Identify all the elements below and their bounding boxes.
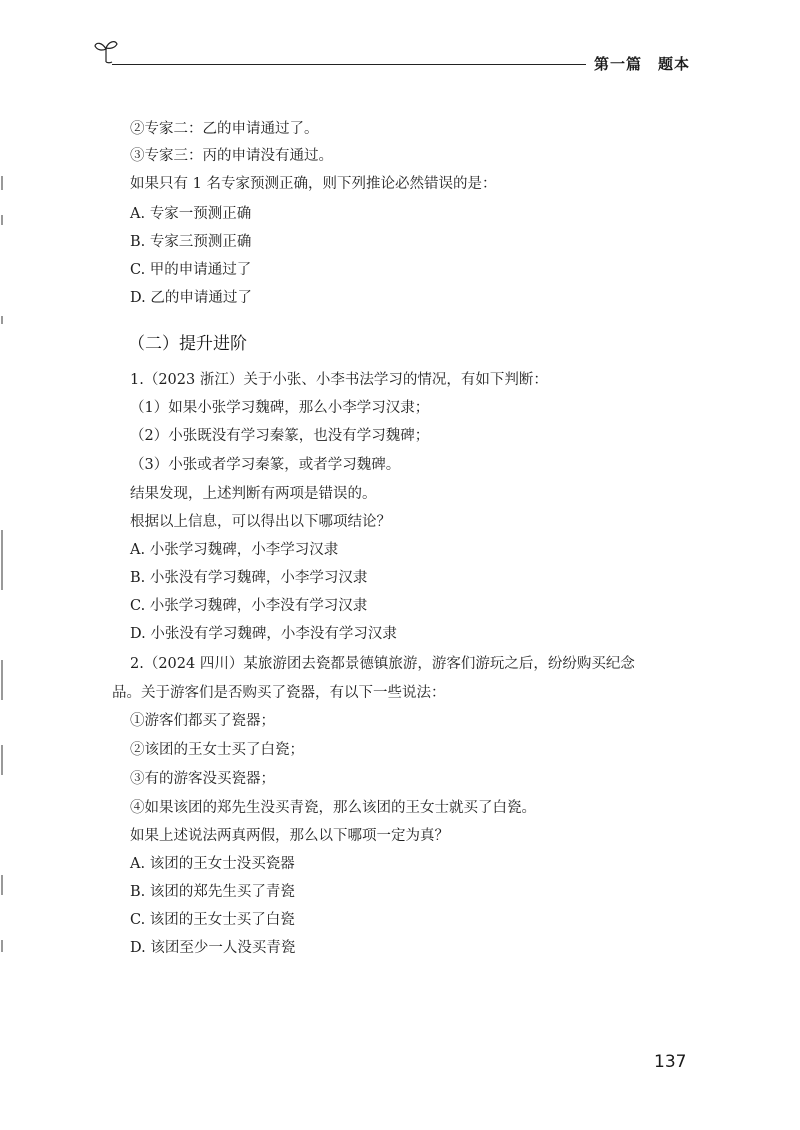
statement-line: ①游客们都买了瓷器； [130, 713, 275, 729]
option-c: C. 甲的申请通过了 [130, 262, 252, 278]
premise-line: （1）如果小张学习魏碑，那么小李学习汉隶； [130, 400, 430, 416]
sprout-icon [92, 36, 120, 64]
option-a: A. 小张学习魏碑，小李学习汉隶 [130, 542, 339, 558]
option-d: D. 乙的申请通过了 [130, 290, 252, 306]
chapter-title: 第一篇 题本 [594, 55, 691, 73]
text-line: 如果上述说法两真两假，那么以下哪项一定为真？ [130, 828, 449, 844]
option-c: C. 该团的王女士买了白瓷 [130, 912, 295, 928]
option-a: A. 专家一预测正确 [130, 206, 252, 222]
section-heading: （二）提升进阶 [128, 334, 247, 354]
option-c: C. 小张学习魏碑，小李没有学习汉隶 [130, 598, 368, 614]
question-stem-continued: 品。关于游客们是否购买了瓷器，有以下一些说法： [112, 685, 446, 701]
statement-line: ④如果该团的郑先生没买青瓷，那么该团的王女士就买了白瓷。 [130, 800, 536, 816]
question-stem: 1.（2023 浙江）关于小张、小李书法学习的情况，有如下判断： [130, 372, 548, 388]
option-d: D. 小张没有学习魏碑，小李没有学习汉隶 [130, 626, 397, 642]
option-b: B. 该团的郑先生买了青瓷 [130, 884, 295, 900]
question-stem: 2.（2024 四川）某旅游团去瓷都景德镇旅游，游客们游玩之后，纷纷购买纪念 [130, 656, 635, 672]
text-line: ③专家三：丙的申请没有通过。 [130, 148, 333, 164]
text-line: 根据以上信息，可以得出以下哪项结论？ [130, 514, 391, 530]
text-line: 如果只有 1 名专家预测正确，则下列推论必然错误的是： [130, 176, 497, 192]
option-b: B. 专家三预测正确 [130, 234, 252, 250]
page-number: 137 [654, 1052, 687, 1072]
statement-line: ③有的游客没买瓷器； [130, 771, 275, 787]
text-line: ②专家二：乙的申请通过了。 [130, 121, 319, 137]
page-header [0, 0, 800, 90]
option-a: A. 该团的王女士没买瓷器 [130, 856, 295, 872]
scan-edge-marks [0, 0, 6, 1130]
text-line: 结果发现，上述判断有两项是错误的。 [130, 486, 377, 502]
premise-line: （2）小张既没有学习秦篆，也没有学习魏碑； [130, 428, 430, 444]
option-b: B. 小张没有学习魏碑，小李学习汉隶 [130, 570, 368, 586]
premise-line: （3）小张或者学习秦篆，或者学习魏碑。 [130, 457, 401, 473]
header-rule [112, 64, 586, 65]
statement-line: ②该团的王女士买了白瓷； [130, 742, 304, 758]
option-d: D. 该团至少一人没买青瓷 [130, 940, 296, 956]
